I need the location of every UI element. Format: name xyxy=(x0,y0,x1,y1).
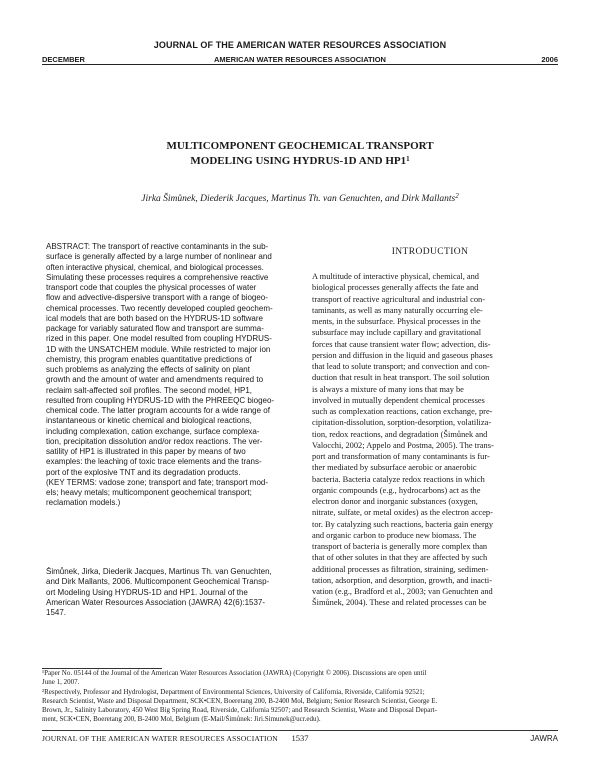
introduction-line: is always a mixture of many ions that may be xyxy=(312,384,464,394)
abstract-line: chemical processes. Two recently developed coupled geochem- xyxy=(46,303,273,313)
abstract-line: chemical code. The latter program accounts for a wide range of xyxy=(46,406,270,415)
title-line-2-text: MODELING USING HYDRUS-1D AND HP1 xyxy=(190,155,407,167)
introduction-line: biological processes generally affects the fate and xyxy=(312,283,479,293)
abstract-line: (KEY TERMS: vadose zone; transport and fate; transport mod- xyxy=(46,477,269,487)
introduction-body xyxy=(312,271,568,609)
association-name: AMERICAN WATER RESOURCES ASSOCIATION xyxy=(214,55,386,64)
abstract-line: instantaneous or kinetic chemical and biological reactions, xyxy=(46,416,252,426)
citation-line: and Dirk Mallants, 2006. Multicomponent Geochemical Transp- xyxy=(46,577,270,587)
introduction-line: port and transformation of many contaminants is fur- xyxy=(312,452,490,461)
footnote-line: ¹Paper No. 05144 of the Journal of the American Water Resources Association (JAWRA) (Copyright © 2006). Discussions are open until xyxy=(42,669,427,677)
introduction-line: and organic carbon to produce new biomass. The xyxy=(312,530,477,540)
abstract-line: reclaim salt-affected soil profiles. The second model, HP1, xyxy=(46,385,253,395)
issue-year: 2006 xyxy=(541,55,558,64)
abstract-line: resulted from coupling HYDRUS-1D with the PHREEQC biogeo- xyxy=(46,395,275,405)
footnote-line: ment, SCK•CEN, Boeretang 200, B-2400 Mol, Belgium (E-Mail/Šimůnek: Jiri.Simunek@ucr.edu). xyxy=(42,715,321,724)
introduction-line: persion and diffusion in the liquid and gaseous phases xyxy=(312,350,493,360)
footnote-line: ²Respectively, Professor and Hydrologist, Department of Environmental Sciences, University of California, Riverside, California 92521; xyxy=(42,687,425,696)
issue-month: DECEMBER xyxy=(42,55,85,64)
abstract-line: growth and the amount of water and amendments required to xyxy=(46,375,264,385)
abstract-line: satility of HP1 is illustrated in this paper by means of two xyxy=(46,447,246,456)
introduction-line: A multitude of interactive physical, chemical, and xyxy=(312,272,479,281)
footnote-line: Research Scientist, Waste and Disposal Department, SCK•CEN, Boeretang 200, B-2400 Mol, Belgium; Senior Research Scientist, George E. xyxy=(42,696,438,705)
footnote-line: June 1, 2007. xyxy=(42,678,80,687)
abstract-line: ical models that are both based on the HYDRUS-1D software xyxy=(46,313,263,323)
footer-journal-name: JOURNAL OF THE AMERICAN WATER RESOURCES ASSOCIATION xyxy=(42,734,278,743)
introduction-line: nitrate, sulfate, or metal oxides) as the electron accep- xyxy=(312,508,493,518)
introduction-line: transport of bacteria is generally more complex than xyxy=(312,542,488,551)
introduction-line: Šimůnek, 2004). These and related processes can be xyxy=(312,598,487,608)
abstract-line: often interactive physical, chemical, and biological processes. xyxy=(46,262,264,272)
abstract-line: reclamation models.) xyxy=(46,498,121,508)
header-divider xyxy=(42,64,558,65)
abstract-line: els; heavy metals; multicomponent geochemical transport; xyxy=(46,488,252,497)
introduction-line: involved in mutually dependent chemical processes xyxy=(312,395,485,405)
abstract-line: ABSTRACT: The transport of reactive contaminants in the sub- xyxy=(46,242,269,251)
abstract-line: such problems as analyzing the effects of salinity on plant xyxy=(46,365,250,374)
introduction-line: that lead to solute transport; and convection and con- xyxy=(312,362,490,371)
author-list xyxy=(0,194,600,204)
introduction-line: vation (e.g., Bradford et al., 2003; van Genuchten and xyxy=(312,587,493,596)
paper-title xyxy=(0,139,600,169)
introduction-line: duction that result in heat transport. The soil solution xyxy=(312,373,490,383)
footnote-line: Brown, Jr., Salinity Laboratory, 450 West Big Spring Road, Riverside, California 92507; and Research Scientist, Waste and Disposal Depart- xyxy=(42,706,437,715)
abstract-line: 1D with the UNSATCHEM module. While restricted to major ion xyxy=(46,344,271,354)
title-line-2 xyxy=(0,154,600,169)
citation-line: 1547. xyxy=(46,608,67,617)
introduction-line: ments, in the subsurface. Physical processes in the xyxy=(312,317,481,326)
abstract-line: port of the explosive TNT and its degradation products. xyxy=(46,467,241,477)
abstract-line: chemistry, this program enables quantitative predictions of xyxy=(46,354,252,364)
introduction-line: such as complexation reactions, cation exchange, pre- xyxy=(312,407,493,416)
citation-line: ort Modeling Using HYDRUS-1D and HP1. Journal of the xyxy=(46,587,248,597)
footer-divider xyxy=(42,730,558,731)
citation-block xyxy=(46,567,294,618)
abstract-line: package for variably saturated flow and transport are summa- xyxy=(46,324,264,333)
introduction-line: tation, adsorption, and desorption, growth, and inacti- xyxy=(312,575,493,585)
page-number: 1537 xyxy=(291,733,309,743)
introduction-line: tor. By catalyzing such reactions, bacteria gain energy xyxy=(312,519,494,529)
introduction-line: transport of reactive agricultural and industrial con- xyxy=(312,294,486,304)
introduction-line: taminants, as well as many naturally occurring ele- xyxy=(312,305,483,315)
introduction-line: that of other solutes in that they are affected by such xyxy=(312,553,488,563)
abstract-line: flow and advective-dispersive transport with a range of biogeo- xyxy=(46,293,268,303)
abstract-line: surface is generally affected by a large number of nonlinear and xyxy=(46,252,272,262)
author-footnote-marker: 2 xyxy=(455,192,459,200)
introduction-heading: INTRODUCTION xyxy=(391,247,469,257)
introduction-line: subsurface may include capillary and gravitational xyxy=(312,328,482,338)
abstract-line: examples: the leaching of toxic trace elements and the trans- xyxy=(46,457,262,467)
title-footnote-marker: 1 xyxy=(406,155,410,163)
introduction-line: forces that cause transient water flow; advection, dis- xyxy=(312,339,491,349)
abstract-line: transport code that couples the physical processes of water xyxy=(46,283,257,292)
author-names: Jirka Šimůnek, Diederik Jacques, Martinus Th. van Genuchten, and Dirk Mallants xyxy=(141,194,456,204)
introduction-line: tion, redox reactions, and degradation (Šimůnek and xyxy=(312,429,488,439)
abstract-line: tion, precipitation dissolution and/or redox reactions. The ver- xyxy=(46,436,263,446)
introduction-line: cipitation-dissolution, sorption-desorption, volatiliza- xyxy=(312,418,492,428)
introduction-line: Valocchi, 2002; Appelo and Postma, 2005). The trans- xyxy=(312,440,494,450)
abstract-block xyxy=(46,242,294,509)
footer-journal-abbrev: JAWRA xyxy=(530,734,558,743)
introduction-line: organic compounds (e.g., hydrocarbons) act as the xyxy=(312,485,481,495)
journal-name: JOURNAL OF THE AMERICAN WATER RESOURCES ASSOCIATION xyxy=(153,40,447,50)
abstract-line: including complexation, cation exchange, surface complexa- xyxy=(46,426,260,436)
title-line-1: MULTICOMPONENT GEOCHEMICAL TRANSPORT xyxy=(166,140,434,152)
introduction-line: ther mediated by subsurface aerobic or anaerobic xyxy=(312,463,477,473)
abstract-line: rized in this paper. One model resulted from coupling HYDRUS- xyxy=(46,334,272,344)
introduction-line: additional processes as filtration, straining, sedimen- xyxy=(312,564,489,574)
introduction-line: bacteria. Bacteria catalyze redox reactions in which xyxy=(312,474,485,484)
citation-line: Šimůnek, Jirka, Diederik Jacques, Martinus Th. van Genuchten, xyxy=(46,567,272,576)
footnotes-block xyxy=(42,669,562,725)
citation-line: American Water Resources Association (JAWRA) 42(6):1537- xyxy=(46,597,266,607)
abstract-line: Simulating these processes requires a comprehensive reactive xyxy=(46,272,269,282)
introduction-line: electron donor and inorganic substances (oxygen, xyxy=(312,497,478,506)
